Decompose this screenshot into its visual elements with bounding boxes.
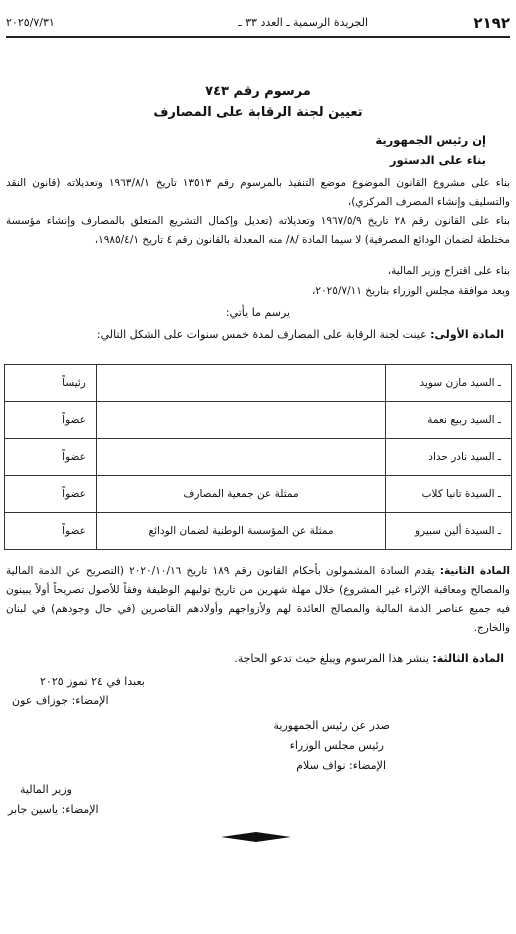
member-role: عضواً: [5, 439, 97, 476]
prime-minister-signature: الإمضاء: نواف سلام: [296, 759, 386, 772]
article-1: [97, 328, 504, 341]
member-representing: [96, 439, 385, 476]
issue-date: ٢٠٢٥/٧/٣١: [6, 16, 55, 29]
signing-date: بعبدا في ٢٤ تموز ٢٠٢٥: [40, 675, 145, 688]
prime-minister-title: رئيس مجلس الوزراء: [289, 739, 384, 752]
member-name: ـ السيدة تانيا كلاب: [386, 476, 512, 513]
decrees-line: يرسم ما يأتي:: [225, 306, 291, 319]
article-1-label: المادة الأولى:: [430, 328, 504, 341]
members-table: [4, 364, 512, 550]
member-name: ـ السيدة ألين سبيرو: [386, 513, 512, 550]
article-2-label: المادة الثانية:: [439, 565, 511, 577]
table-row: [5, 365, 512, 402]
page-number: ٢١٩٢: [473, 14, 510, 32]
article-1-text: عينت لجنة الرقابة على المصارف لمدة خمس سنوات على الشكل التالي:: [96, 328, 427, 341]
president-signature: الإمضاء: جوزاف عون: [12, 694, 109, 707]
decree-title: مرسوم رقم ٧٤٣: [205, 84, 311, 99]
member-role: عضواً: [5, 402, 97, 439]
article-3-label: المادة الثالثة:: [432, 652, 504, 665]
section-divider: [221, 832, 291, 842]
member-representing: [96, 402, 385, 439]
article-3: [234, 652, 504, 665]
preamble-constitution: بناء على الدستور: [389, 153, 486, 167]
decree-subject: تعيين لجنة الرقابة على المصارف: [153, 105, 363, 120]
article-3-text: ينشر هذا المرسوم ويبلغ حيث تدعو الحاجة.: [234, 652, 429, 665]
member-role: رئيساً: [5, 365, 97, 402]
member-representing: ممثلة عن جمعية المصارف: [96, 476, 385, 513]
member-name: ـ السيد مازن سويد: [386, 365, 512, 402]
member-role: عضواً: [5, 476, 97, 513]
issued-by: صدر عن رئيس الجمهورية: [273, 719, 390, 732]
table-row: [5, 402, 512, 439]
table-row: [5, 439, 512, 476]
article-2: [6, 562, 510, 638]
member-representing: [96, 365, 385, 402]
header-rule: [6, 36, 510, 38]
table-row: [5, 513, 512, 550]
preamble-paragraph-1: بناء على مشروع القانون الموضوع موضع التنفيذ بالمرسوم رقم ١٣٥١٣ تاريخ ١٩٦٣/٨/١ وتعديلاته (قانون النقد والتسليف وإنشاء المصرف المركزي)،: [6, 177, 510, 208]
finance-minister-title: وزير المالية: [20, 783, 72, 796]
preamble-president: إن رئيس الجمهورية: [375, 133, 486, 147]
member-representing: ممثلة عن المؤسسة الوطنية لضمان الودائع: [96, 513, 385, 550]
table-row: [5, 476, 512, 513]
preamble-paragraph-4: وبعد موافقة مجلس الوزراء بتاريخ ٢٠٢٥/٧/١١،: [312, 285, 510, 297]
finance-minister-signature: الإمضاء: ياسين جابر: [8, 803, 99, 816]
gazette-issue: الجريدة الرسمية ـ العدد ٣٣ ـ: [238, 16, 368, 29]
preamble-paragraph-3: بناء على اقتراح وزير المالية،: [387, 265, 510, 277]
preamble-paragraph-2: بناء على القانون رقم ٢٨ تاريخ ١٩٦٧/٥/٩ وتعديلاته (تعديل وإكمال التشريع المتعلق بالمصارف وإنشاء مؤسسة مختلطة لضمان الودائع المصرفية) لا سيما المادة /٨/ منه المعدلة بالقانون رقم ٤ تاريخ ١٩٨٥/٤/١،: [6, 215, 510, 246]
member-name: ـ السيد ربيع نعمة: [386, 402, 512, 439]
article-2-text: يقدم السادة المشمولون بأحكام القانون رقم ١٨٩ تاريخ ٢٠٢٠/١٠/١٦ (التصريح عن الذمة المالية والمصالح ومعاقبة الإثراء غير المشروع) خلال مهلة شهرين من تاريخ توليهم الوظيفة وفقاً للأصول تصريحاً أولاً يبينون فيه جميع عناصر الذمة المالية والمصالح العائدة لهم ولأزواجهم وأولادهم القاصرين (في حال وجودهم) في لبنان والخارج.: [6, 565, 510, 634]
member-name: ـ السيد نادر حداد: [386, 439, 512, 476]
member-role: عضواً: [5, 513, 97, 550]
